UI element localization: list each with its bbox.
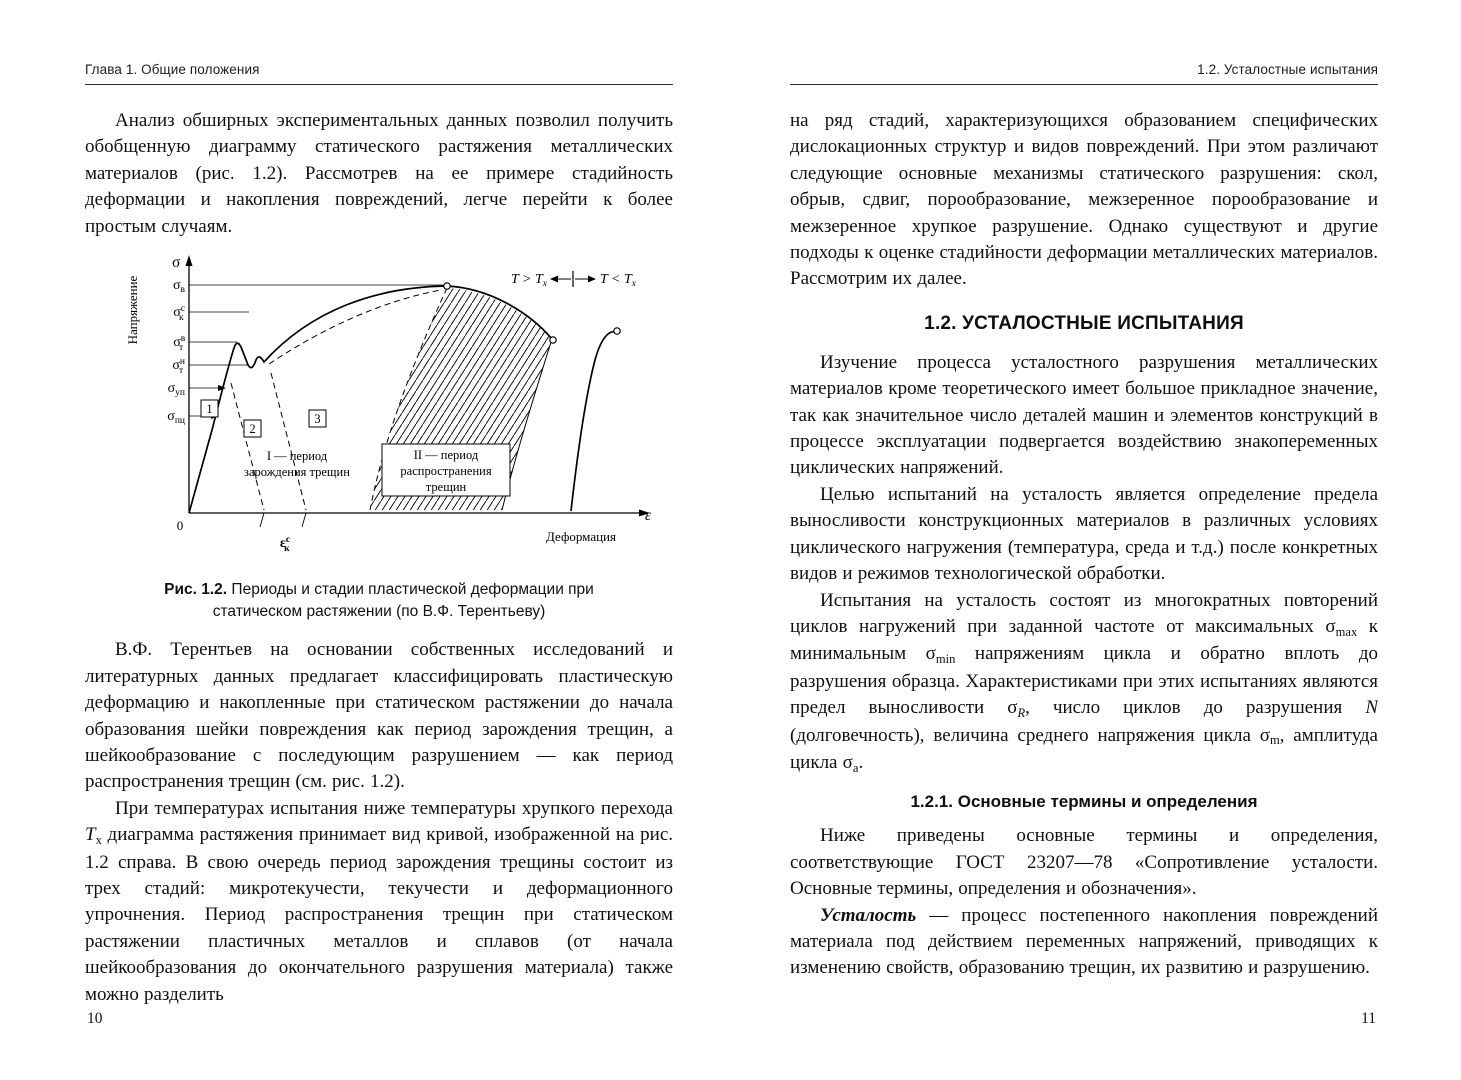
svg-text:T < Tх: $T < T_х$ [600,272,636,290]
origin-label: 0 [176,518,184,534]
page-left [85,0,673,1080]
header-rule-right [790,84,1378,85]
paragraph: Усталость — процесс постепенного накопления повреждений материала под действием переменных напряжений, приводящих к изменению свойств, образованию трещин, их развитию и разрушению. [790,904,1378,979]
paragraph: При температурах испытания ниже температуры хрупкого перехода Tх диаграмма растяжения принимает вид кривой, изображенной на рис. 1.2 справа. В свою очередь период зарождения трещины состоит из трех стадий: микротекучести, текучести и деформационного упрочнения. Период распространения трещин при статическом растяжении пластичных металлов и сплавов (от начала шейкообразования до окончательного разрушения материала) также можно разделить [85,797,673,1005]
epsilon-axis-symbol: ε [645,507,652,525]
temperature-annotation [511,271,637,289]
strain-ticks [260,513,306,527]
brittle-fracture-point [614,328,620,334]
svg-text:T > Tх: $T > T_х$ [511,272,547,290]
paragraph: Испытания на усталость состоят из многократных повторений циклов нагружений при заданной частоте от максимальных σmax к минимальным σmin напряжениям цикла и обратно вплоть до разрушения образца. Характеристиками при этих испытаниях являются предел выносливости σR, число циклов до разрушения N (долговечность), величина среднего напряжения цикла σm, амплитуда цикла σa. [790,589,1378,775]
sigma-up-label: $\sigma_{уп}$ [167,381,185,399]
period-2-label [382,444,510,496]
running-head-right: 1.2. Усталостные испытания [1197,62,1378,77]
brittle-stress-strain-curve [571,332,616,511]
page-right [790,0,1378,1080]
paragraph: Целью испытаний на усталость является определение предела выносливости конструкционных материалов в различных условиях циклического нагружения (температура, среда и т.д.) после конкретных видов и режимов технологической обработки. [790,483,1378,585]
sigma-tn-label: $\sigma^н$ т [172,357,185,377]
svg-text:II — период: II — период [413,448,479,463]
paragraph: Анализ обширных экспериментальных данных позволил получить обобщенную диаграмму статического растяжения металлических материалов (рис. 1.2). Рассмотрев на ее примере стадийность деформации и накопления повреждений, легче перейти к более простым случаям. [85,110,673,237]
stage-3-label: 3 [314,412,321,427]
subsection-heading: 1.2.1. Основные термины и определения [910,792,1258,812]
sigma-pc-label: $\sigma_{пц}$ [167,409,185,427]
running-head-left: Глава 1. Общие положения [85,62,260,77]
ductile-fracture-point [550,337,556,343]
paragraph: В.Ф. Терентьев на основании собственных исследований и литературных данных предлагает классифицировать пластическую деформацию и накопленные при статическом растяжении до начала образования шейки повреждения как период зарождения трещин, а шейкообразование с последующим разрушением — как период распространения трещин (см. рис. 1.2). [85,639,673,793]
svg-text:I — период: I — период [266,449,328,464]
stress-strain-diagram [101,248,657,560]
page-number-left: 10 [87,1010,103,1027]
section-heading: 1.2. УСТАЛОСТНЫЕ ИСПЫТАНИЯ [924,312,1244,334]
figure-1-2 [101,248,657,565]
period-1-label [244,449,350,479]
peak-point [444,283,450,289]
stage-1-label: 1 [206,402,213,417]
figure-caption: Рис. 1.2. Периоды и стадии пластической деформации при статическом растяжении (по В.Ф. Терентьеву) [164,581,594,620]
header-rule-left [85,84,673,85]
sigma-axis-symbol: σ [172,254,181,272]
paragraph: Изучение процесса усталостного разрушения металлических материалов кроме теоретического имеет большое прикладное значение, так как значительное число деталей машин и элементов конструкций в процессе эксплуатации подвергается воздействию знакопеременных циклических напряжений. [790,351,1378,479]
sigma-tv-label: $\sigma^в$ т [173,334,185,354]
x-axis-title: Деформация [546,529,616,545]
svg-text:трещин: трещин [425,480,467,495]
sigma-kc-label: $\sigma^с$ к [173,304,185,324]
page-number-right: 11 [1361,1010,1376,1027]
paragraph: на ряд стадий, характеризующихся образованием специфических дислокационных структур и видов повреждений. При этом различают следующие основные механизмы статического разрушения: скол, обрыв, сдвиг, порообразование, межзеренное порообразование и межзеренное хрупкое разрушение. Однако существуют и другие подходы к оценке стадийности деформации металлических материалов. Рассмотрим их далее. [790,110,1378,290]
sigma-v-label: $\sigma_в$ [172,278,185,296]
epsilon-k-label: $\varepsilon^с$ к [279,535,291,555]
y-axis-title: Напряжение [125,275,140,345]
paragraph: Ниже приведены основные термины и определения, соответствующие ГОСТ 23207—78 «Сопротивление усталости. Основные термины, определения и обозначения». [790,825,1378,900]
svg-text:зарождения трещин: зарождения трещин [244,465,350,480]
stage-2-label: 2 [249,422,256,437]
stage-boxes [201,400,326,437]
svg-text:распространения: распространения [400,464,492,479]
